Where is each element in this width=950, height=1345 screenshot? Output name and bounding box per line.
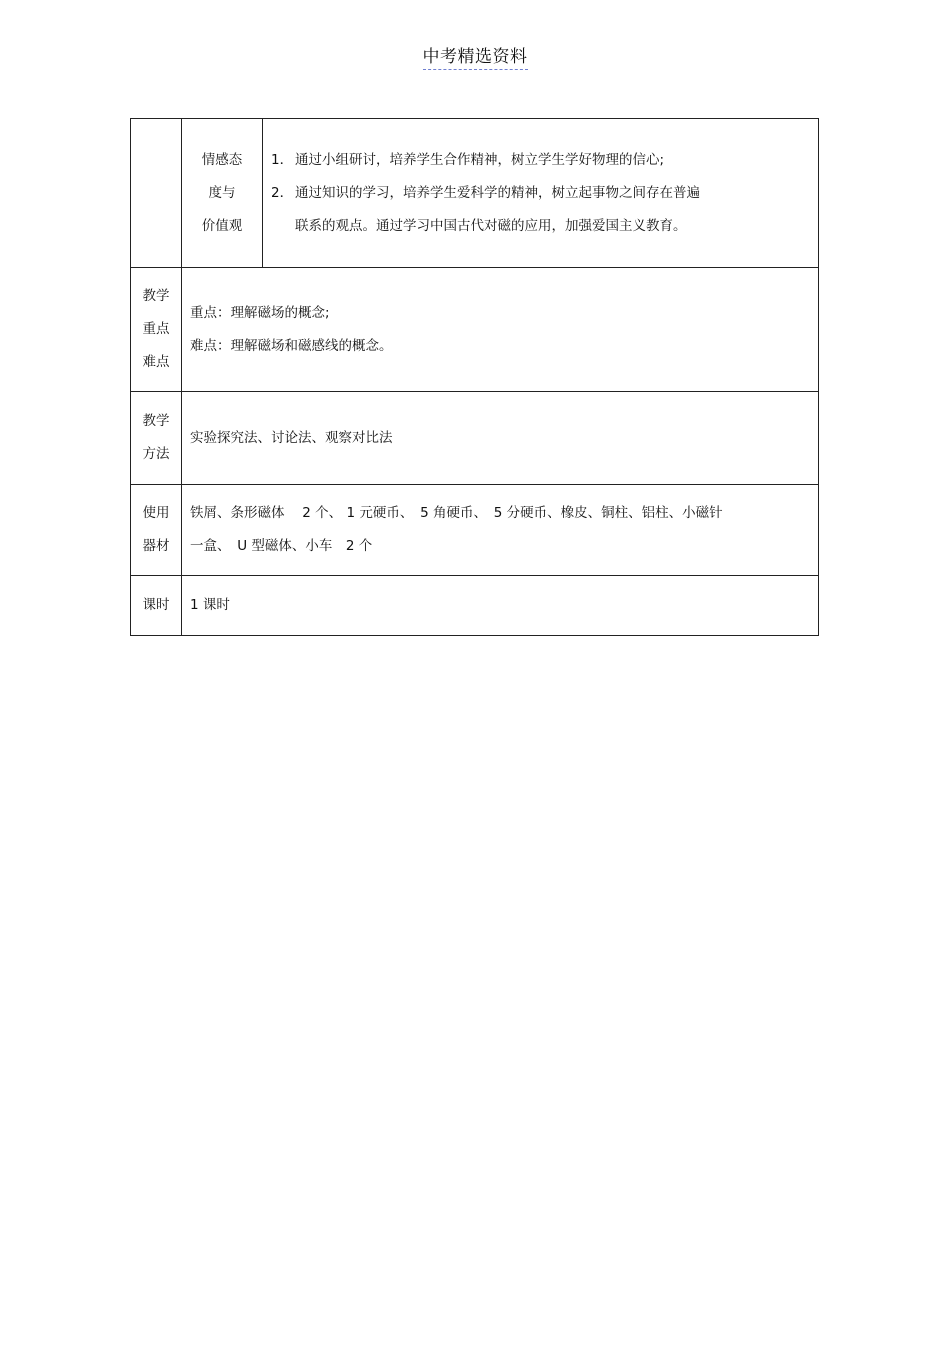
equipment-line: 一盒、 U 型磁体、小车 2 个 [190,538,373,554]
blank-label-cell [131,119,182,268]
period-content-cell [182,576,819,636]
attitude-label-line: 度与 [208,184,236,201]
table-row-equipment [131,485,819,576]
difficult-point-line: 难点：理解磁场和磁感线的概念。 [190,337,393,354]
method-label-line: 方法 [142,446,170,462]
attitude-content-cell [263,119,819,268]
table-row-attitude [131,119,819,268]
attitude-label-line: 价值观 [201,217,243,234]
lesson-plan-table [130,118,819,636]
table-row-method [131,392,819,485]
period-label: 课时 [142,597,170,613]
key-points-label-line: 难点 [142,354,170,370]
key-points-label-line: 教学 [142,288,170,304]
equipment-label-line: 使用 [142,505,170,521]
equipment-content-cell [182,485,819,576]
list-item [271,177,818,243]
period-text: 1 课时 [190,597,230,613]
table-row-key-points [131,268,819,392]
period-label-cell [131,576,182,636]
attitude-label-line: 情感态 [201,151,243,168]
page-title: 中考精选资料 [423,47,528,70]
key-point-line: 重点：理解磁场的概念; [190,304,330,321]
item-text: 通过小组研讨，培养学生合作精神，树立学生学好物理的信心; [295,151,665,168]
equipment-label-line: 器材 [142,538,170,554]
list-item [271,144,818,177]
item-text: 联系的观点。通过学习中国古代对磁的应用，加强爱国主义教育。 [295,217,687,234]
table-row-period [131,576,819,636]
key-points-label-cell [131,268,182,392]
key-points-label-line: 重点 [142,321,170,337]
item-number: 2． [271,184,294,201]
key-points-content-cell [182,268,819,392]
item-number: 1． [271,151,294,168]
item-text: 通过知识的学习，培养学生爱科学的精神，树立起事物之间存在普遍 [295,184,700,201]
method-label-line: 教学 [142,413,170,429]
method-label-cell [131,392,182,485]
method-text: 实验探究法、讨论法、观察对比法 [190,429,393,446]
method-content-cell [182,392,819,485]
equipment-line: 铁屑、条形磁体 2 个、 1 元硬币、 5 角硬币、 5 分硬币、橡皮、铜柱、铝柱、小磁针 [190,505,723,521]
page-header [0,42,950,67]
attitude-label-cell [182,119,263,268]
equipment-label-cell [131,485,182,576]
